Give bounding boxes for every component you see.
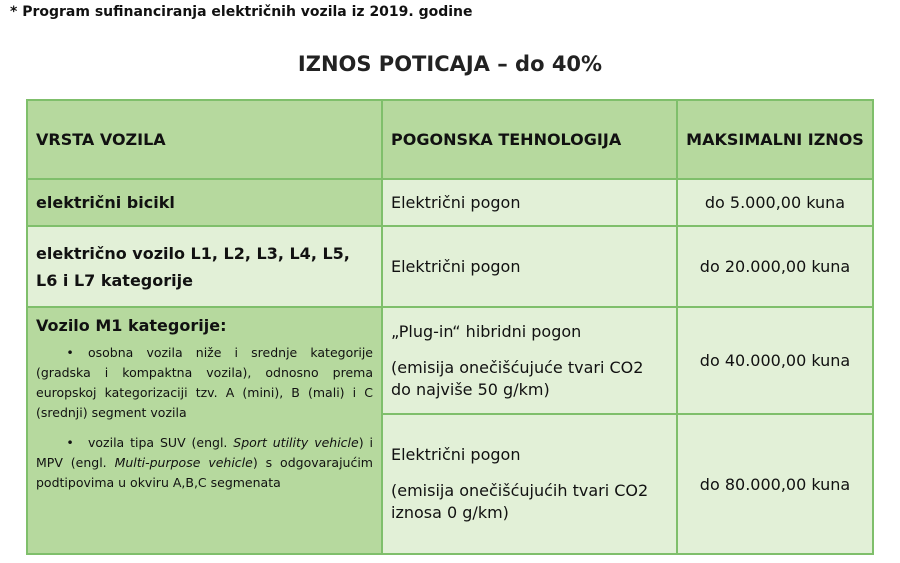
amount-cell: do 20.000,00 kuna xyxy=(677,226,873,307)
header-vehicle-type: VRSTA VOZILA xyxy=(27,100,382,179)
m1-bullet2-text: ) s odgovarajućim podtipovima u okviru A,B,C segmenata xyxy=(36,455,373,490)
header-max-amount: MAKSIMALNI IZNOS xyxy=(677,100,873,179)
program-note: * Program sufinanciranja električnih vozila iz 2019. godine xyxy=(10,4,473,20)
technology-line1: Električni pogon xyxy=(391,445,521,464)
table-row xyxy=(27,226,873,307)
page-title: IZNOS POTICAJA – do 40% xyxy=(297,52,603,76)
list-item xyxy=(36,343,373,423)
m1-vehicle-cell xyxy=(27,307,382,554)
list-item xyxy=(36,433,373,493)
m1-bullet2-italic: Sport utility vehicle xyxy=(233,435,359,450)
m1-bullet2-italic: Multi-purpose vehicle xyxy=(114,455,253,470)
m1-bullet1-text: osobna vozila niže i srednje kategorije (gradska i kompaktna vozila), odnosno prema europskoj kategorizaciji tzv. A (mini), B (mali) i C (srednji) segment vozila xyxy=(36,345,373,420)
table-row xyxy=(27,179,873,226)
table-header-row xyxy=(27,100,873,179)
technology-line2: (emisija onečišćujuće tvari CO2 do najviše 50 g/km) xyxy=(391,357,644,399)
amount-cell: do 5.000,00 kuna xyxy=(677,179,873,226)
technology-line2: (emisija onečišćujućih tvari CO2 iznosa 0 g/km) xyxy=(391,481,649,522)
bullet-icon: • xyxy=(66,345,74,360)
incentive-table xyxy=(26,99,874,555)
technology-cell: Električni pogon xyxy=(382,226,677,307)
m1-list xyxy=(36,343,373,493)
bullet-icon: • xyxy=(66,435,74,450)
m1-bullet2-text: ) i MPV (engl. xyxy=(36,435,373,470)
amount-cell: do 80.000,00 kuna xyxy=(677,414,873,554)
amount-cell: do 40.000,00 kuna xyxy=(677,307,873,414)
header-technology: POGONSKA TEHNOLOGIJA xyxy=(382,100,677,179)
table-row xyxy=(27,307,873,414)
technology-line1: „Plug-in“ hibridni pogon xyxy=(391,321,582,341)
vehicle-cell: električno vozilo L1, L2, L3, L4, L5, L6 i L7 kategorije xyxy=(27,226,382,307)
vehicle-cell: električni bicikl xyxy=(27,179,382,226)
technology-cell: Električni pogon xyxy=(382,179,677,226)
m1-bullet2-text: vozila tipa SUV (engl. xyxy=(88,435,234,450)
technology-cell xyxy=(382,307,677,414)
technology-cell xyxy=(382,414,677,554)
m1-title: Vozilo M1 kategorije: xyxy=(36,316,227,335)
